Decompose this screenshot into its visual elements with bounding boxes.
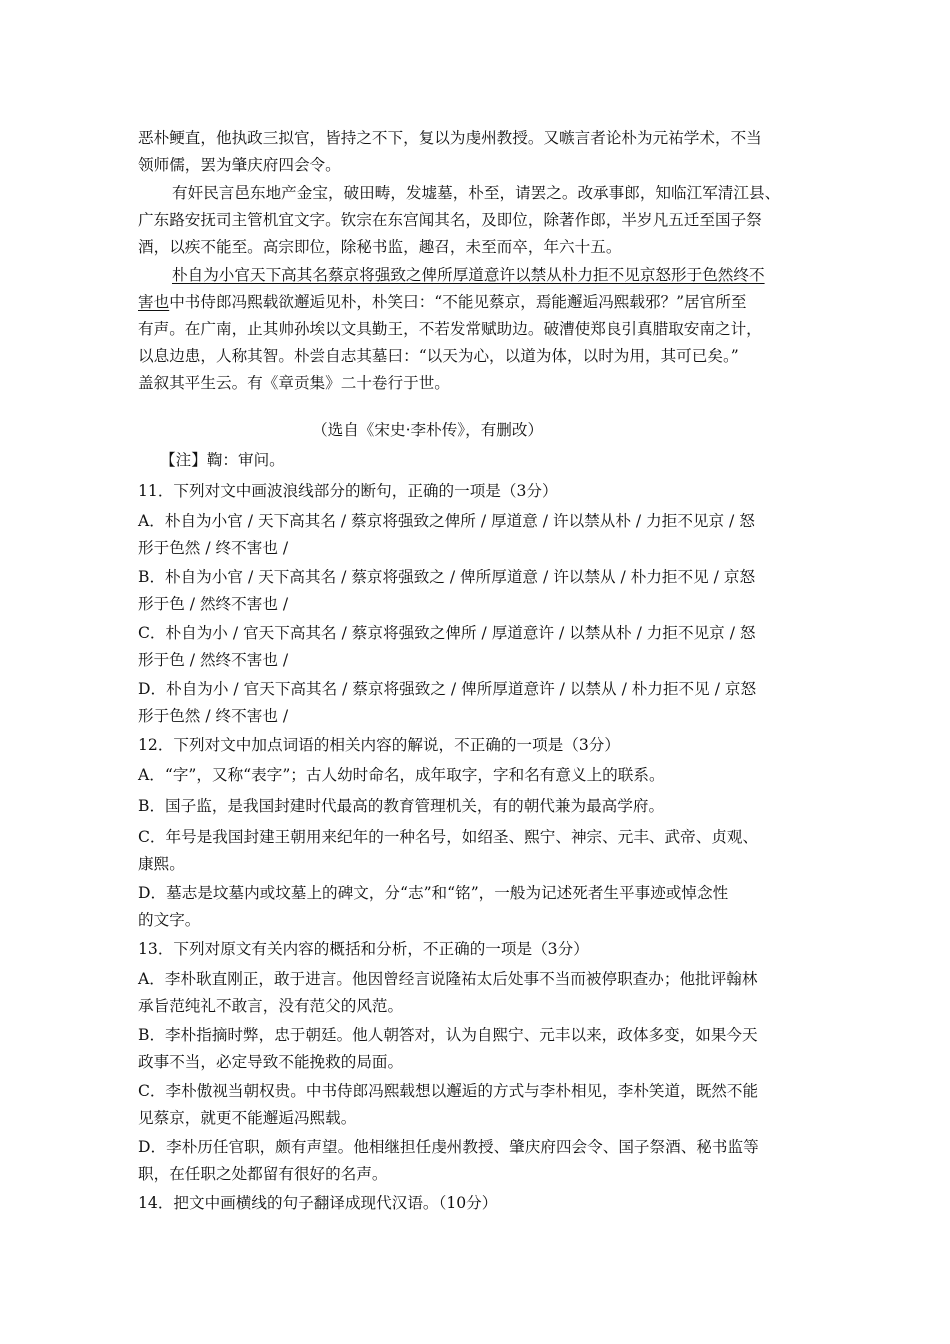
source-citation: （选自《宋史·李朴传》，有删改）	[312, 421, 544, 439]
question-11-stem: 11．下列对文中画波浪线部分的断句，正确的一项是（3分）	[138, 482, 558, 500]
passage-p2-line-3: 酒，以疾不能至。高宗即位，除秘书监，趣召，未至而卒，年六十五。	[138, 238, 622, 256]
passage-p3-line-1	[172, 265, 852, 285]
q13-option-c-line-1: C．李朴傲视当朝权贵。中书侍郎冯熙载想以邂逅的方式与李朴相见，李朴笑道，既然不能	[138, 1082, 759, 1100]
passage-p3-line-3: 有声。在广南，止其帅孙埃以文具勤王，不若发常赋助边。破漕使郑良引真腊取安南之计，	[138, 320, 762, 338]
q13-option-c-line-2: 见蔡京，就更不能邂逅冯熙载。	[138, 1109, 357, 1127]
q11-option-c-line-1: C．朴自为小 / 官天下高其名 / 蔡京将强致之俾所 / 厚道意许 / 以禁从朴 / 力拒不见京 / 怒	[138, 624, 756, 642]
q11-option-d-line-2: 形于色然 / 终不害也 /	[138, 707, 289, 725]
q13-option-b-line-2: 政事不当，必定导致不能挽救的局面。	[138, 1053, 404, 1071]
q12-option-d-line-1: D．墓志是坟墓内或坟墓上的碑文，分“志”和“铭”，一般为记述死者生平事迹或悼念性	[138, 884, 729, 902]
q11-option-a-line-2: 形于色然 / 终不害也 /	[138, 539, 289, 557]
q13-option-a-line-2: 承旨范纯礼不敢言，没有范父的风范。	[138, 997, 404, 1015]
q13-option-d-line-2: 职，在任职之处都留有很好的名声。	[138, 1165, 388, 1183]
q11-option-b-line-1: B．朴自为小官 / 天下高其名 / 蔡京将强致之 / 俾所厚道意 / 许以禁从 / 朴力拒不见 / 京怒	[138, 568, 756, 586]
q12-option-a: A．“字”，又称“表字”；古人幼时命名，成年取字，字和名有意义上的联系。	[138, 766, 665, 784]
underlined-sentence-part-1: 朴自为小官天下高其名蔡京将强致之俾所厚道意许以禁从朴力拒不见京怒形于色然终不	[172, 266, 765, 284]
q13-option-a-line-1: A．李朴耿直刚正，敢于进言。他因曾经言说隆祐太后处事不当而被停职查办；他批评翰林	[138, 970, 758, 988]
q12-option-c-line-1: C．年号是我国封建王朝用来纪年的一种名号，如绍圣、熙宁、神宗、元丰、武帝、贞观、	[138, 828, 759, 846]
passage-p2-line-2: 广东路安抚司主管机宜文字。钦宗在东宫闻其名，及即位，除著作郎，半岁凡五迁至国子祭	[138, 211, 762, 229]
question-14-stem: 14．把文中画横线的句子翻译成现代汉语。（10分）	[138, 1194, 498, 1212]
q12-option-b: B．国子监，是我国封建时代最高的教育管理机关，有的朝代兼为最高学府。	[138, 797, 665, 815]
passage-p3-line-5: 盖叙其平生云。有《章贡集》二十卷行于世。	[138, 374, 450, 392]
question-12-stem: 12．下列对文中加点词语的相关内容的解说，不正确的一项是（3分）	[138, 736, 620, 754]
annotation-note: 【注】鞫：审问。	[160, 451, 285, 469]
q13-option-d-line-1: D．李朴历任官职，颇有声望。他相继担任虔州教授、肇庆府四会令、国子祭酒、秘书监等	[138, 1138, 759, 1156]
underlined-sentence-part-2: 害也	[138, 293, 170, 311]
passage-p3-line-2-rest: 中书侍郎冯熙载欲邂逅见朴，朴笑曰：“不能见蔡京，焉能邂逅冯熙载邪？”居官所至	[169, 293, 747, 311]
q12-option-c-line-2: 康熙。	[138, 855, 185, 873]
passage-p1-line-2: 领师儒，罢为肇庆府四会令。	[138, 156, 341, 174]
q11-option-c-line-2: 形于色 / 然终不害也 /	[138, 651, 289, 669]
q11-option-d-line-1: D．朴自为小 / 官天下高其名 / 蔡京将强致之 / 俾所厚道意许 / 以禁从 / 朴力拒不见 / 京怒	[138, 680, 757, 698]
q13-option-b-line-1: B．李朴指摘时弊，忠于朝廷。他人朝答对，认为自熙宁、元丰以来，政体多变，如果今天	[138, 1026, 758, 1044]
q11-option-a-line-1: A．朴自为小官 / 天下高其名 / 蔡京将强致之俾所 / 厚道意 / 许以禁从朴 / 力拒不见京 / 怒	[138, 512, 755, 530]
passage-p2-line-1: 有奸民言邑东地产金宝，破田畴，发墟墓，朴至，请罢之。改承事郎，知临江军清江县、	[172, 184, 781, 202]
passage-p1-line-1: 恶朴鲠直，他执政三拟官，皆持之不下，复以为虔州教授。又嗾言者论朴为元祐学术，不当	[138, 129, 762, 147]
passage-p3-line-4: 以息边患，人称其智。朴尝自志其墓曰：“以天为心，以道为体，以时为用，其可已矣。”	[138, 347, 739, 365]
question-13-stem: 13．下列对原文有关内容的概括和分析，不正确的一项是（3分）	[138, 940, 589, 958]
passage-p3-line-2	[138, 292, 818, 312]
q11-option-b-line-2: 形于色 / 然终不害也 /	[138, 595, 289, 613]
q12-option-d-line-2: 的文字。	[138, 911, 201, 929]
